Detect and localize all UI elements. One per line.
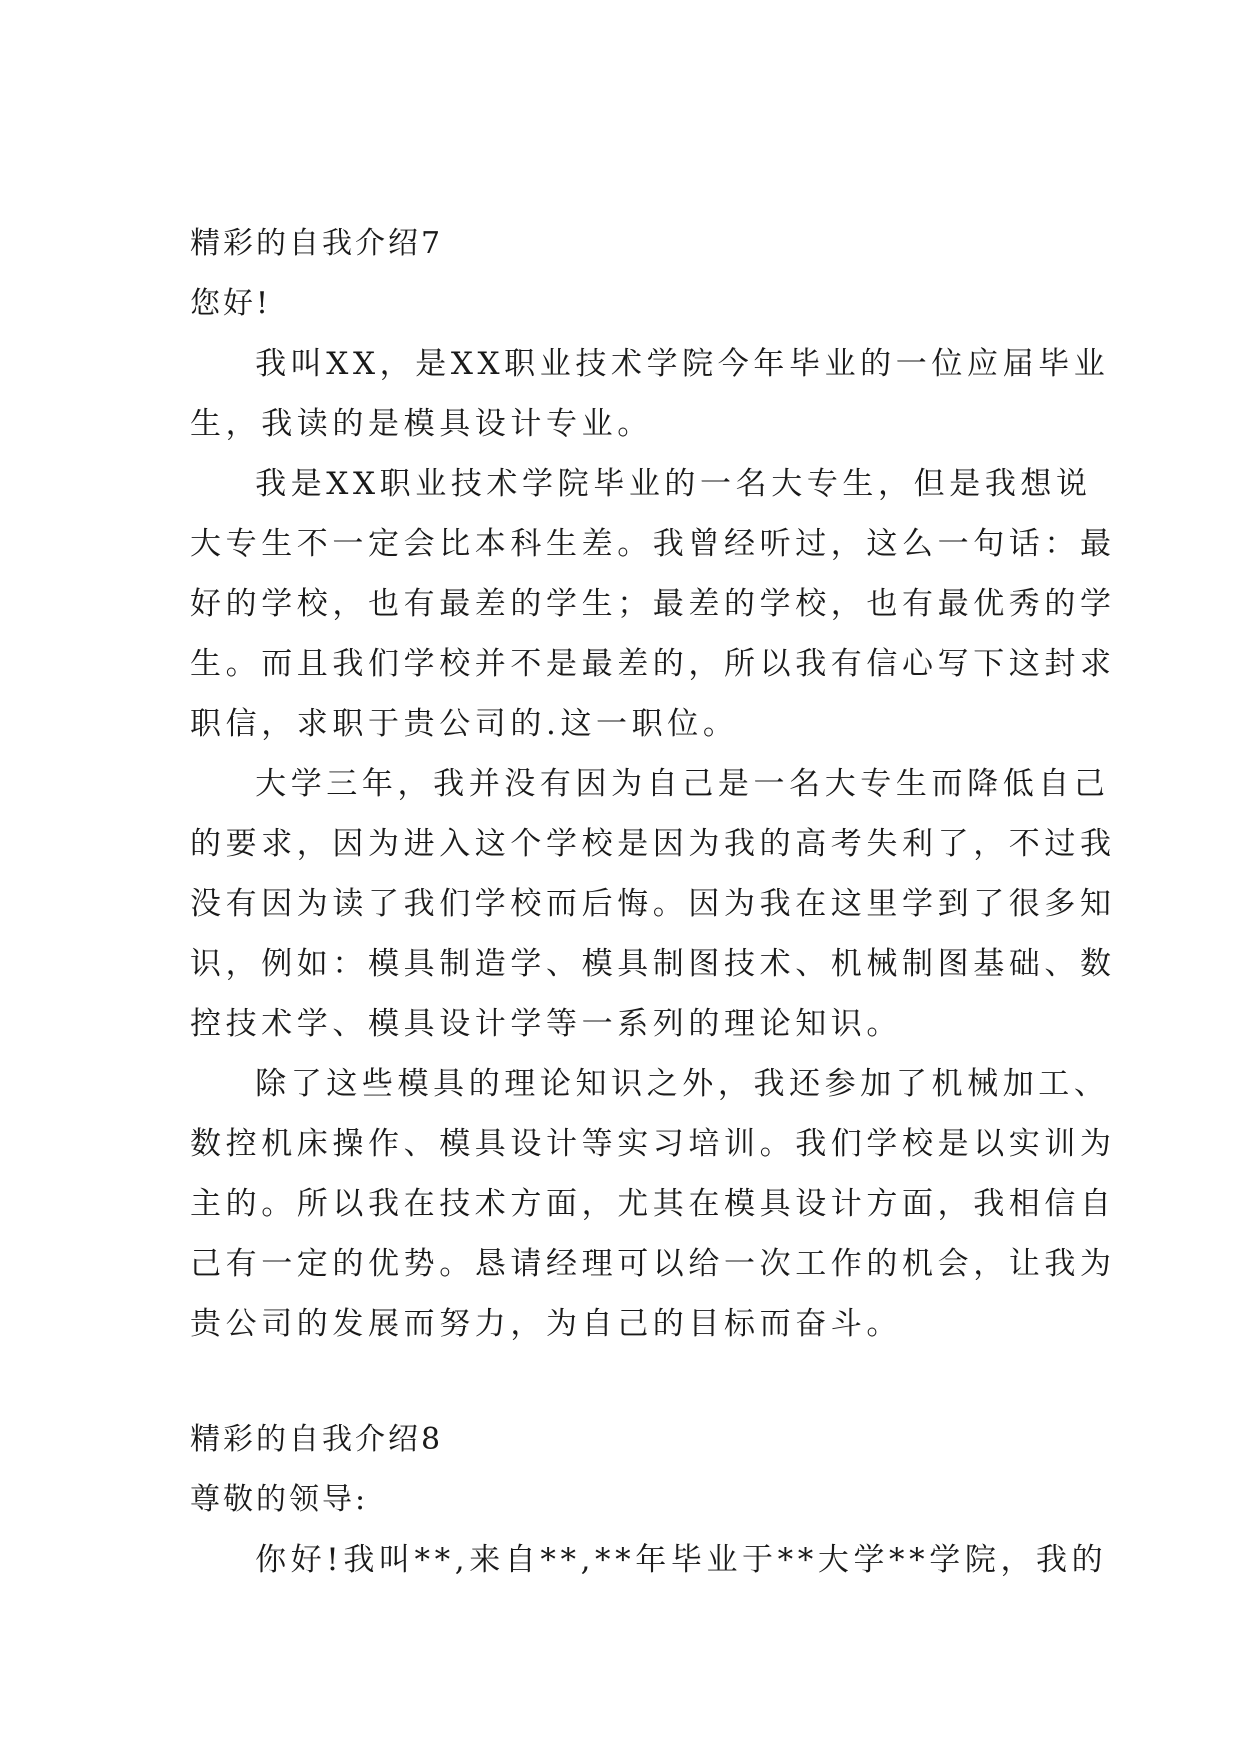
paragraph-line: 职信，求职于贵公司的.这一职位。 xyxy=(190,706,739,742)
paragraph-line: 贵公司的发展而努力，为自己的目标而奋斗。 xyxy=(190,1306,902,1342)
paragraph-line: 主的。所以我在技术方面，尤其在模具设计方面，我相信自 xyxy=(190,1186,1116,1222)
section-title: 精彩的自我介绍8 xyxy=(190,1422,444,1457)
section-gap xyxy=(190,1354,1050,1410)
section-title: 精彩的自我介绍7 xyxy=(190,226,444,261)
paragraph-line: 我叫XX，是XX职业技术学院今年毕业的一位应届毕业 xyxy=(255,346,1110,382)
greeting: 尊敬的领导: xyxy=(190,1482,369,1517)
paragraph-line: 己有一定的优势。恳请经理可以给一次工作的机会，让我为 xyxy=(190,1246,1116,1282)
paragraph-line: 的要求，因为进入这个学校是因为我的高考失利了，不过我 xyxy=(190,826,1116,862)
paragraph-line: 好的学校，也有最差的学生；最差的学校，也有最优秀的学 xyxy=(190,586,1116,622)
paragraph-line: 数控机床操作、模具设计等实习培训。我们学校是以实训为 xyxy=(190,1126,1116,1162)
paragraph-line: 大专生不一定会比本科生差。我曾经听过，这么一句话：最 xyxy=(190,526,1116,562)
paragraph xyxy=(190,1054,1116,1354)
paragraph-line: 你好!我叫**,来自**,**年毕业于**大学**学院，我的 xyxy=(255,1542,1108,1578)
paragraph-line: 除了这些模具的理论知识之外，我还参加了机械加工、 xyxy=(255,1066,1110,1102)
paragraph xyxy=(190,454,1116,754)
paragraph-line: 我是XX职业技术学院毕业的一名大专生，但是我想说 xyxy=(255,466,1092,502)
paragraph-line: 没有因为读了我们学校而后悔。因为我在这里学到了很多知 xyxy=(190,886,1116,922)
paragraph xyxy=(190,334,1110,454)
paragraph-line: 大学三年，我并没有因为自己是一名大专生而降低自己 xyxy=(255,766,1110,802)
paragraph-line: 识，例如：模具制造学、模具制图技术、机械制图基础、数 xyxy=(190,946,1116,982)
paragraph-line: 生，我读的是模具设计专业。 xyxy=(190,406,653,442)
paragraph xyxy=(190,1530,1108,1590)
greeting: 您好! xyxy=(190,286,272,321)
paragraph xyxy=(190,754,1116,1054)
document-content xyxy=(190,214,1116,1590)
paragraph-line: 控技术学、模具设计学等一系列的理论知识。 xyxy=(190,1006,902,1042)
paragraph-line: 生。而且我们学校并不是最差的，所以我有信心写下这封求 xyxy=(190,646,1116,682)
